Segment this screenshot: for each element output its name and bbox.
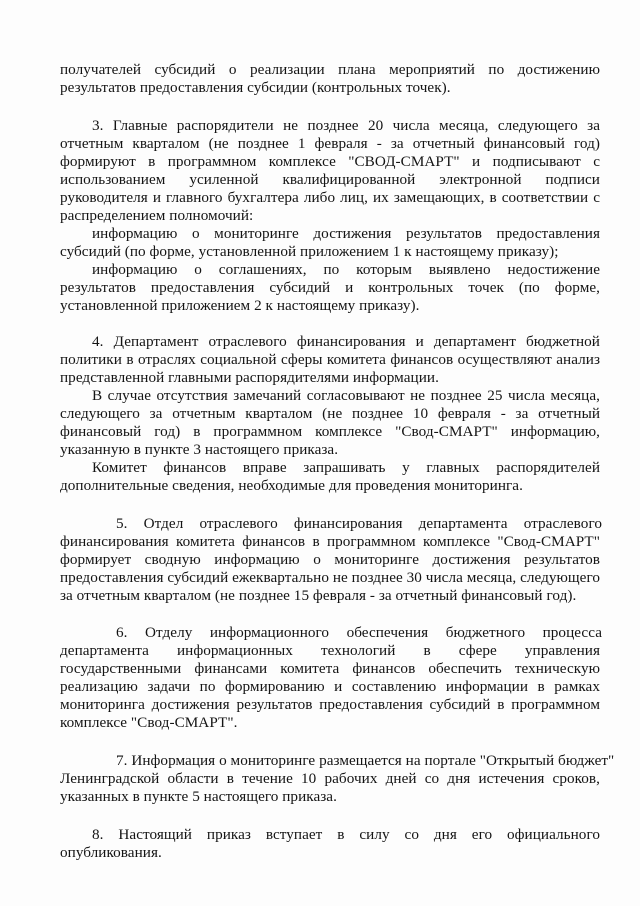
text-line: дополнительные сведения, необходимые для проведения мониторинга. [60,477,523,494]
text-line: представленной главными распорядителями информации. [60,369,439,386]
text-line: Комитет финансов вправе запрашивать у главных распорядителей [92,459,600,476]
text-line: предоставления субсидий ежеквартально не позднее 30 числа месяца, следующего [60,569,600,586]
text-line: указанную в пункте 3 настоящего приказа. [60,441,339,458]
text-line: результатов предоставления субсидий и контрольных точек (по форме, [60,279,600,296]
text-line: мониторинга достижения результатов предоставления субсидий в программном [60,696,600,713]
text-line: установленной приложением 2 к настоящему приказу). [60,297,420,314]
text-line: государственными финансами комитета финансов обеспечить техническую [60,660,600,677]
text-line: информацию о мониторинге достижения результатов предоставления [92,225,600,242]
text-line: 8. Настоящий приказ вступает в силу со дня его официального [92,826,600,843]
text-line: В случае отсутствия замечаний согласовывают не позднее 25 числа месяца, [92,387,600,404]
text-line: финансирования комитета финансов в программном комплексе "Свод-СМАРТ" [60,533,600,550]
text-line: Ленинградской области в течение 10 рабочих дней со дня истечения сроков, [60,770,600,787]
text-line: 5. Отдел отраслевого финансирования департамента отраслевого [116,515,602,532]
text-line: следующего за отчетным кварталом (не позднее 10 февраля - за отчетный [60,405,600,422]
text-line: использованием усиленной квалифицированной электронной подписи [60,171,600,188]
text-line: формируют в программном комплексе "СВОД-СМАРТ" и подписывают с [60,153,600,170]
text-line: отчетным кварталом (не позднее 1 февраля - за отчетный финансовый год) [60,135,600,152]
text-line: финансовый год) в программном комплексе "Свод-СМАРТ" информацию, [60,423,600,440]
text-line: 6. Отделу информационного обеспечения бюджетного процесса [116,624,602,641]
text-line: получателей субсидий о реализации плана мероприятий по достижению [60,61,600,78]
text-line: информацию о соглашениях, по которым выявлено недостижение [92,261,600,278]
text-line: опубликования. [60,844,162,861]
text-line: субсидий (по форме, установленной приложением 1 к настоящему приказу); [60,243,559,260]
text-line: руководителя и главного бухгалтера либо лиц, их замещающих, в соответствии с [60,189,600,206]
text-line: реализацию задачи по формированию и составлению информации в рамках [60,678,600,695]
text-line: распределением полномочий: [60,207,254,224]
text-line: политики в отраслях социальной сферы комитета финансов осуществляют анализ [60,351,600,368]
text-line: 3. Главные распорядители не позднее 20 числа месяца, следующего за [92,117,600,134]
text-line: 7. Информация о мониторинге размещается на портале "Открытый бюджет" [116,752,615,769]
text-line: 4. Департамент отраслевого финансирования и департамент бюджетной [92,333,600,350]
text-line: формирует сводную информацию о мониторинге достижения результатов [60,551,600,568]
text-line: указанных в пункте 5 настоящего приказа. [60,788,337,805]
text-line: за отчетным кварталом (не позднее 15 февраля - за отчетный финансовый год). [60,587,577,604]
text-line: результатов предоставления субсидии (контрольных точек). [60,79,451,96]
text-line: комплексе "Свод-СМАРТ". [60,714,238,731]
text-line: департамента информационных технологий в сфере управления [60,642,600,659]
